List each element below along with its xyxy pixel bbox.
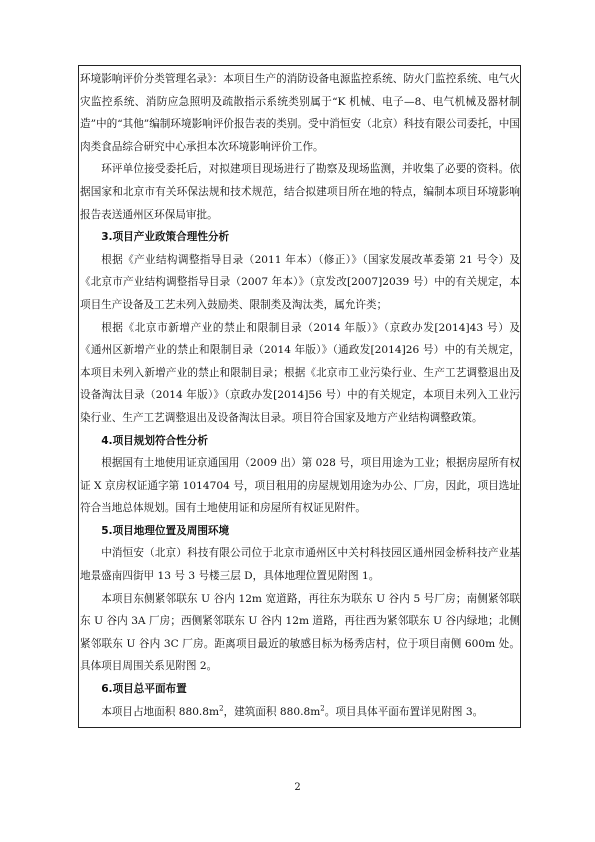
paragraph-5: 根据国有土地使用证京通国用（2009 出）第 028 号，项目用途为工业；根据房屋所有权证 X 京房权证通字第 1014704 号，项目租用的房屋规划用途为办公、厂房，因此，项目选址符合当地总体规划。国有土地使用证和房屋所有权证见附件。 — [80, 457, 520, 515]
paragraph-1: 环境影响评价分类管理名录》：本项目生产的消防设备电源监控系统、防火门监控系统、电气火灾监控系统、消防应急照明及疏散指示系统类别属于“K 机械、电子—8、电气机械及器材制造”中的“其他”编制环境影响评价报告表的类别。受中消恒安（北京）科技有限公司委托，中国肉类食品综合研究中心承担本次环境影响评价工作。 — [80, 73, 520, 153]
area-superscript-2: 2 — [320, 704, 325, 713]
paragraph-2: 环评单位接受委托后，对拟建项目现场进行了勘察及现场监测，并收集了必要的资料。依据国家和北京市有关环保法规和技术规范，结合拟建项目所在地的特点，编制本项目环境影响报告表送通州区环保局审批。 — [80, 163, 520, 221]
area-text-after: 。项目具体平面布置详见附图 3。 — [324, 705, 484, 718]
section-heading-4: 4.项目规划符合性分析 — [101, 434, 208, 447]
paragraph-7: 本项目东侧紧邻联东 U 谷内 12m 宽道路，再往东为联东 U 谷内 5 号厂房；南侧紧邻联东 U 谷内 3A 厂房；西侧紧邻联东 U 谷内 12m 道路，再往西为紧邻联东 U 谷内绿地；北侧紧邻联东 U 谷内 3C 厂房。距离项目最近的敏感目标为杨秀店村，位于项目南侧 600m 处。具体项目周围关系见附图 2。 — [80, 592, 520, 673]
paragraph-area — [80, 701, 520, 724]
paragraph-6: 中消恒安（北京）科技有限公司位于北京市通州区中关村科技园区通州园金桥科技产业基地景盛南四街甲 13 号 3 号楼三层 D，具体地理位置见附图 1。 — [80, 547, 520, 583]
page-number: 2 — [294, 782, 301, 793]
section-heading-6: 6.项目总平面布置 — [101, 683, 187, 696]
area-superscript-1: 2 — [219, 704, 224, 713]
section-heading-5: 5.项目地理位置及周围环境 — [101, 524, 230, 537]
document-body — [80, 68, 520, 723]
paragraph-3: 根据《产业结构调整指导目录（2011 年本）（修正）》（国家发展改革委第 21 号令）及《北京市产业结构调整指导目录（2007 年本）》（京发改[2007]2039 号）中的有关规定，本项目生产设备及工艺未列入鼓励类、限制类及淘汰类，属允许类； — [80, 253, 520, 311]
paragraph-4: 根据《北京市新增产业的禁止和限制目录（2014 年版）》（京政办发[2014]43 号）及《通州区新增产业的禁止和限制目录（2014 年版）》（通政发[2014]26 号）中的有关规定，本项目未列入新增产业的禁止和限制目录；根据《北京市工业污染行业、生产工艺调整退出及设备淘汰目录（2014 年版）》（京政办发[2014]56 号）中的有关规定，本项目未列入工业污染行业、生产工艺调整退出及设备淘汰目录。项目符合国家及地方产业结构调整政策。 — [80, 321, 520, 424]
area-text-middle: ，建筑面积 880.8m — [223, 705, 321, 718]
area-text-before: 本项目占地面积 880.8m — [101, 705, 220, 718]
section-heading-3: 3.项目产业政策合理性分析 — [101, 231, 230, 244]
